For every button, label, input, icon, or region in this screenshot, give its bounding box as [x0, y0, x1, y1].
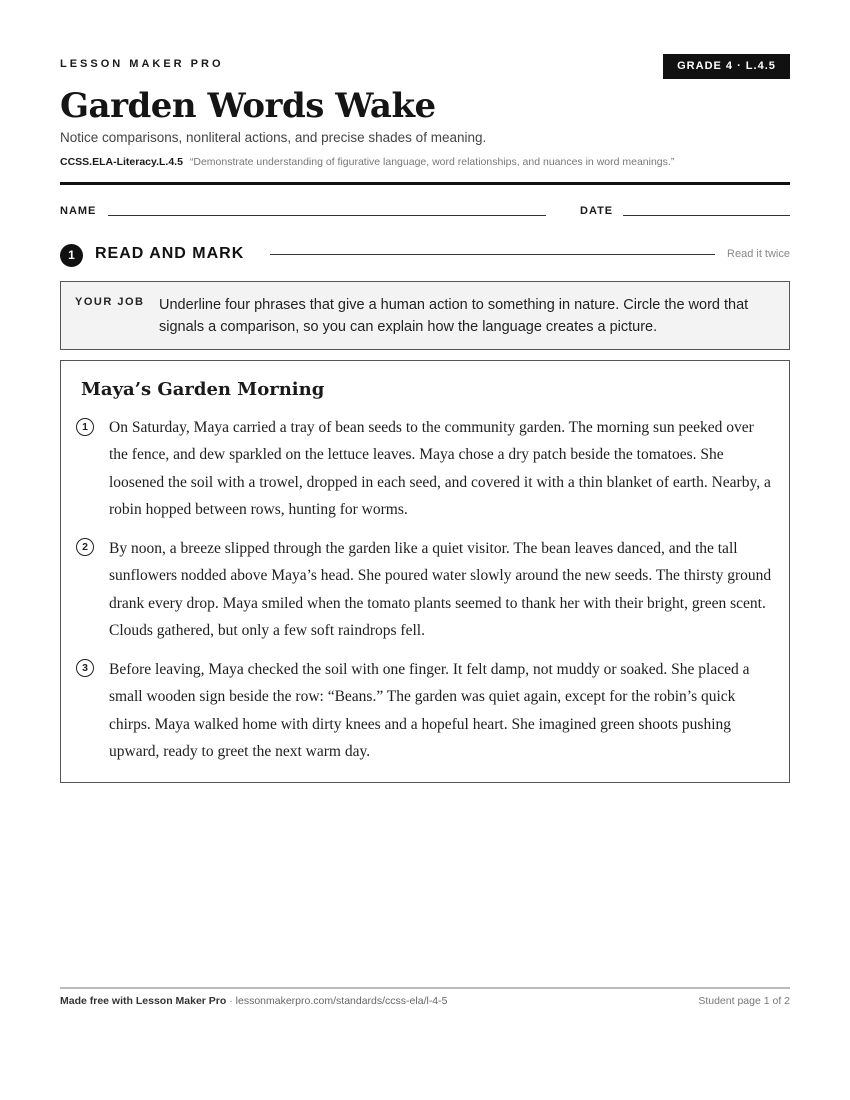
footer-separator: · [229, 995, 236, 1007]
instructions-label: YOUR JOB [75, 296, 145, 308]
paragraph-2: By noon, a breeze slipped through the garden like a quiet visitor. The bean leaves danced, and the tall sunflowers nodded above Maya’s head. She poured water slowly around the new seeds. The thirsty ground drank every drop. Maya smiled when the tomato plants seemed to thank her with their bright, green scent. Clouds gathered, but only a few soft raindrops fell. [109, 540, 772, 639]
grade-badge: GRADE 4 · L.4.5 [663, 54, 790, 79]
name-field[interactable] [108, 215, 546, 216]
page-title: Garden Words Wake [60, 86, 436, 126]
worksheet-page [60, 0, 790, 1100]
section-number-badge: 1 [60, 244, 83, 267]
paragraph-number-1: 1 [76, 418, 94, 436]
instructions-text: Underline four phrases that give a human action to something in nature. Circle the word that signals a comparison, so you can explain how the language creates a picture. [159, 297, 749, 335]
brand-name: LESSON MAKER PRO [60, 58, 224, 70]
footer-divider [60, 987, 790, 989]
standard-code: CCSS.ELA-Literacy.L.4.5 [60, 156, 183, 168]
reading-passage [60, 360, 790, 783]
section-title: READ AND MARK [95, 245, 245, 262]
paragraph-3: Before leaving, Maya checked the soil with one finger. It felt damp, not muddy or soaked. She placed a small wooden sign beside the row: “Beans.” The garden was quiet again, except for the robin’s quick chirps. Maya walked home with dirty knees and a hopeful heart. She imagined green shoots pushing upward, ready to greet the next warm day. [109, 661, 750, 760]
header-divider [60, 182, 790, 185]
footer-url[interactable]: lessonmakerpro.com/standards/ccss-ela/l-4-5 [235, 995, 448, 1007]
section-rule [270, 254, 715, 255]
paragraph-number-3: 3 [76, 659, 94, 677]
footer-page-number: Student page 1 of 2 [698, 995, 790, 1007]
date-label: DATE [580, 205, 614, 217]
standard-text: “Demonstrate understanding of figurative language, word relationships, and nuances in word meanings.” [189, 156, 675, 168]
standard-line [60, 156, 674, 168]
passage-title: Maya’s Garden Morning [81, 379, 325, 400]
date-field[interactable] [623, 215, 790, 216]
section-note: Read it twice [727, 248, 790, 260]
name-label: NAME [60, 205, 97, 217]
footer-credit [60, 995, 448, 1007]
instructions-box [60, 281, 790, 350]
paragraph-1: On Saturday, Maya carried a tray of bean seeds to the community garden. The morning sun peeked over the fence, and dew sparkled on the lettuce leaves. Maya chose a dry patch beside the tomatoes. She loosened the soil with a trowel, dropped in each seed, and covered it with a thin blanket of earth. Nearby, a robin hopped between rows, hunting for worms. [109, 419, 771, 518]
page-subtitle: Notice comparisons, nonliteral actions, and precise shades of meaning. [60, 130, 487, 145]
footer-made-with: Made free with Lesson Maker Pro [60, 995, 227, 1007]
paragraph-number-2: 2 [76, 538, 94, 556]
